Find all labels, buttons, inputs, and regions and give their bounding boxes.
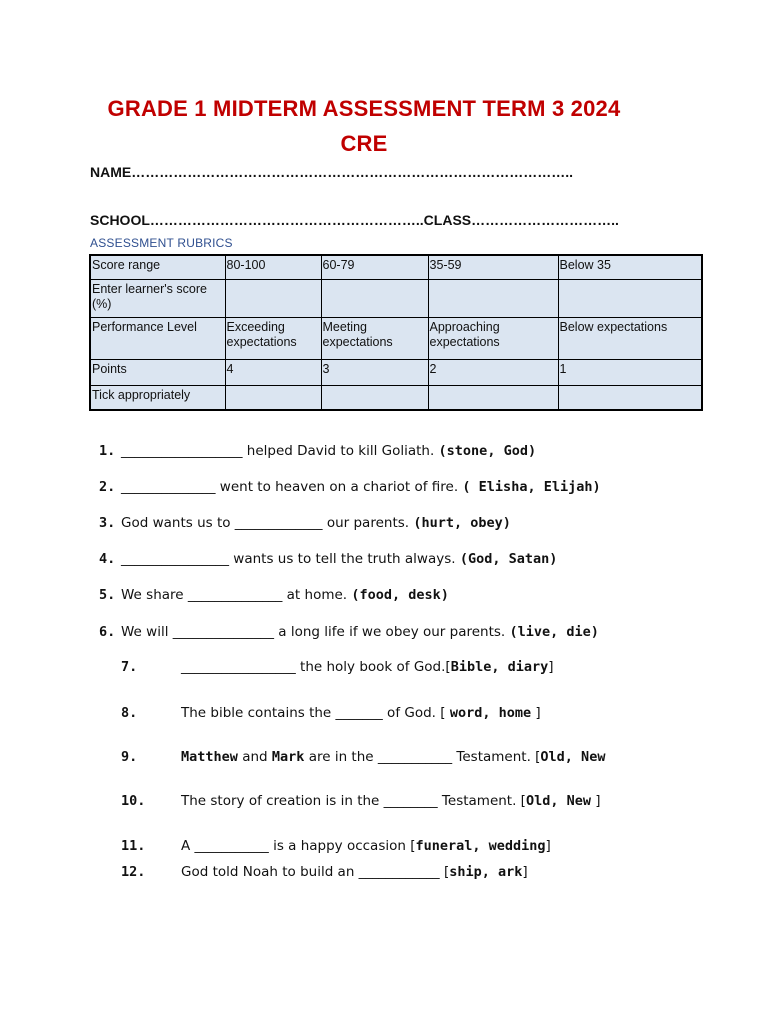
question-options: funeral, wedding bbox=[415, 838, 546, 854]
question-options: (God, Satan) bbox=[459, 551, 558, 567]
question-text: We share ______________ at home. bbox=[121, 587, 348, 603]
question-options: Old, New bbox=[540, 749, 606, 765]
question-number: 4. bbox=[99, 551, 116, 567]
question-options: (hurt, obey) bbox=[413, 515, 511, 531]
table-cell: Below expectations bbox=[558, 317, 702, 359]
question-text-end: ] bbox=[531, 705, 541, 721]
name-field[interactable]: NAME………………………………………………………………………………….. bbox=[90, 164, 573, 180]
table-cell: Tick appropriately bbox=[90, 385, 225, 410]
tick-cell[interactable] bbox=[225, 385, 321, 410]
table-cell: 60-79 bbox=[321, 255, 428, 279]
rubrics-heading: ASSESSMENT RUBRICS bbox=[90, 236, 233, 250]
question-options: (live, die) bbox=[509, 624, 599, 640]
document-subject: CRE bbox=[340, 131, 388, 156]
score-entry-cell[interactable] bbox=[558, 279, 702, 317]
question-text-end: ] bbox=[545, 838, 551, 854]
question-options: (stone, God) bbox=[438, 443, 537, 459]
question-options: Old, New bbox=[525, 793, 591, 809]
tick-cell[interactable] bbox=[321, 385, 428, 410]
book-name: Mark bbox=[271, 749, 305, 765]
tick-cell[interactable] bbox=[428, 385, 558, 410]
question-text: God wants us to _____________ our parents. bbox=[121, 515, 410, 531]
question-options: ( Elisha, Elijah) bbox=[462, 479, 601, 495]
question-text: The bible contains the _______ of God. [ bbox=[181, 705, 446, 721]
table-cell: Approaching expectations bbox=[428, 317, 558, 359]
question-options: word, home bbox=[449, 705, 532, 721]
tick-cell[interactable] bbox=[558, 385, 702, 410]
question-text: God told Noah to build an ____________ [ bbox=[181, 864, 450, 880]
table-cell: Enter learner's score (%) bbox=[90, 279, 225, 317]
score-entry-cell[interactable] bbox=[321, 279, 428, 317]
table-cell: 3 bbox=[321, 359, 428, 385]
question-number: 10. bbox=[121, 793, 146, 809]
question-text: A ___________ is a happy occasion [ bbox=[181, 838, 416, 854]
school-class-field[interactable]: SCHOOL…………………………………………………..CLASS………………………….. bbox=[90, 212, 619, 228]
question-text-end: ] bbox=[590, 793, 601, 809]
question-number: 3. bbox=[99, 515, 116, 531]
question-text: __________________ helped David to kill Goliath. bbox=[121, 443, 435, 459]
score-entry-cell[interactable] bbox=[428, 279, 558, 317]
table-cell: 4 bbox=[225, 359, 321, 385]
table-cell: Performance Level bbox=[90, 317, 225, 359]
question-number: 5. bbox=[99, 587, 116, 603]
table-cell: 80-100 bbox=[225, 255, 321, 279]
question-options: Bible, diary bbox=[450, 659, 549, 675]
table-row bbox=[90, 385, 702, 410]
question-text-end: ] bbox=[522, 864, 528, 880]
question-number: 12. bbox=[121, 864, 146, 880]
question-number: 11. bbox=[121, 838, 146, 854]
assessment-rubric-table bbox=[89, 254, 703, 411]
table-row bbox=[90, 255, 702, 279]
question-text: ______________ went to heaven on a chariot of fire. bbox=[121, 479, 459, 495]
table-row bbox=[90, 359, 702, 385]
table-row bbox=[90, 279, 702, 317]
question-text: are in the ___________ Testament. [ bbox=[304, 749, 541, 765]
question-options: (food, desk) bbox=[351, 587, 449, 603]
table-row bbox=[90, 317, 702, 359]
question-number: 9. bbox=[121, 749, 138, 765]
question-text: The story of creation is in the ________ Testament. [ bbox=[181, 793, 526, 809]
question-text: _________________ the holy book of God.[ bbox=[181, 659, 451, 675]
question-number: 7. bbox=[121, 659, 138, 675]
question-text: We will _______________ a long life if we obey our parents. bbox=[121, 624, 506, 640]
question-text: and bbox=[237, 749, 272, 765]
question-number: 6. bbox=[99, 624, 116, 640]
table-cell: Meeting expectations bbox=[321, 317, 428, 359]
question-number: 1. bbox=[99, 443, 116, 459]
table-cell: 35-59 bbox=[428, 255, 558, 279]
document-title: GRADE 1 MIDTERM ASSESSMENT TERM 3 2024 bbox=[107, 96, 621, 121]
question-text: ________________ wants us to tell the truth always. bbox=[121, 551, 456, 567]
question-number: 8. bbox=[121, 705, 138, 721]
question-options: ship, ark bbox=[449, 864, 523, 880]
table-cell: Points bbox=[90, 359, 225, 385]
score-entry-cell[interactable] bbox=[225, 279, 321, 317]
question-number: 2. bbox=[99, 479, 116, 495]
table-cell: Exceeding expectations bbox=[225, 317, 321, 359]
question-text-end: ] bbox=[548, 659, 554, 675]
table-cell: 1 bbox=[558, 359, 702, 385]
book-name: Matthew bbox=[181, 749, 238, 765]
table-cell: Below 35 bbox=[558, 255, 702, 279]
table-cell: Score range bbox=[90, 255, 225, 279]
table-cell: 2 bbox=[428, 359, 558, 385]
